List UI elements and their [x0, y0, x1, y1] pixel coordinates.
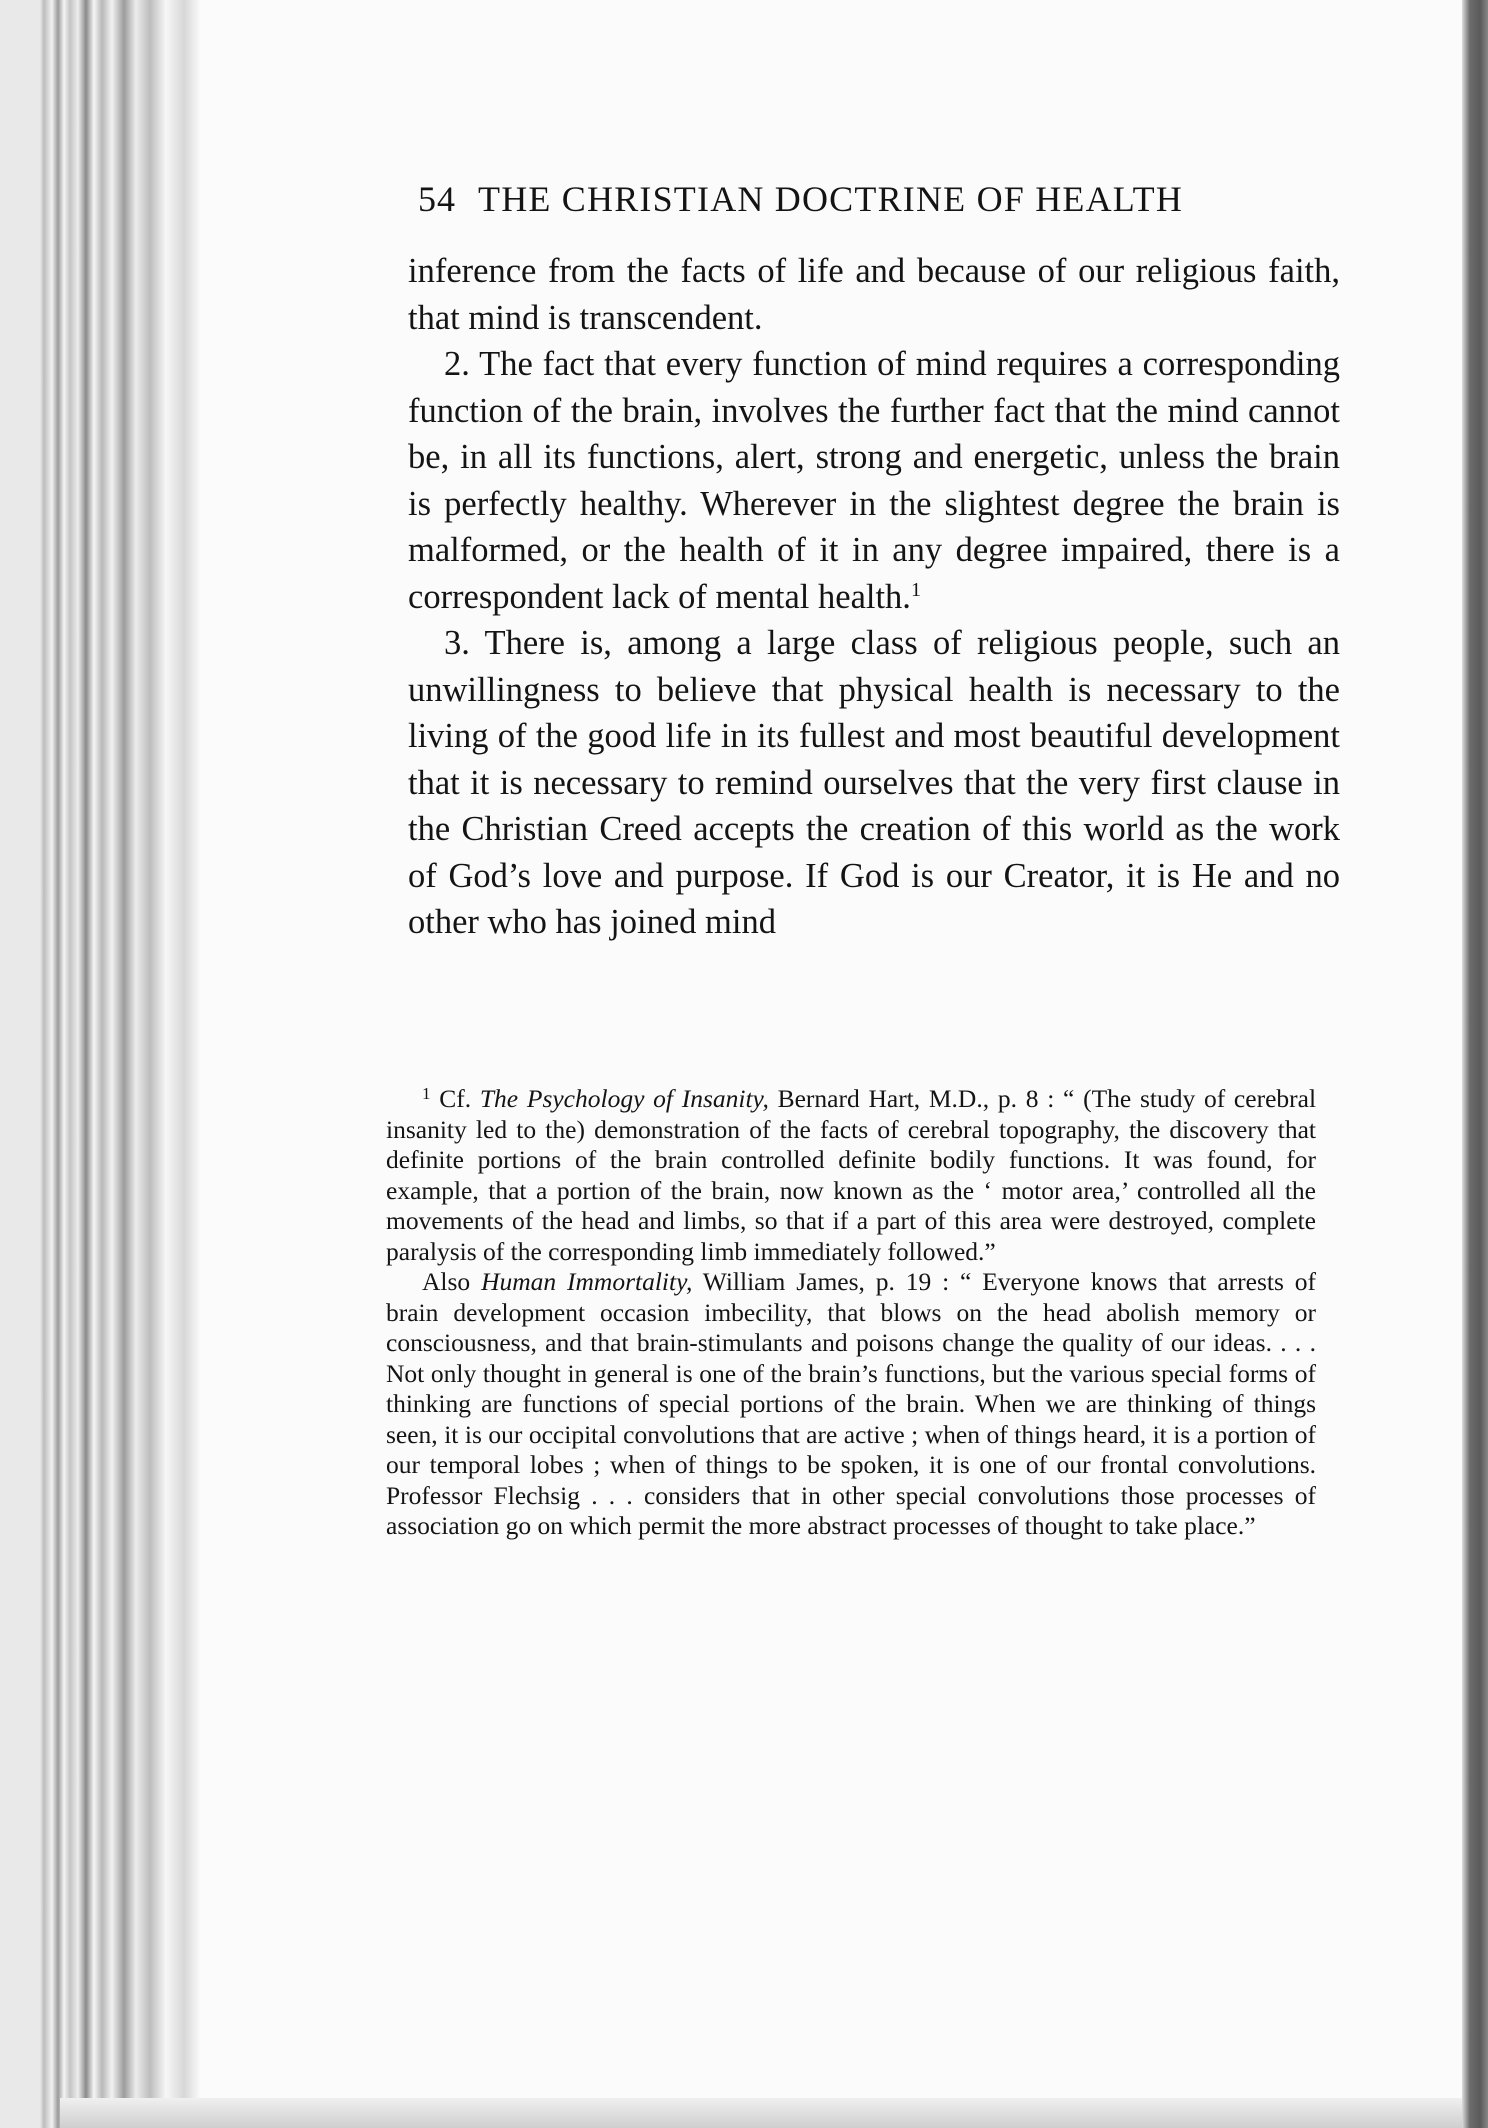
paragraph	[408, 341, 1340, 620]
footnote	[386, 1084, 1316, 1267]
book-page-edges	[0, 0, 210, 2128]
cited-title: Human Immortality,	[481, 1267, 693, 1296]
paragraph-text: 2. The fact that every function of mind requires a corresponding function of the brain, involves the further fact that the mind cannot be, in all its functions, alert, strong and energetic, unless the brain is perfectly healthy. Wherever in the slightest degree the brain is malformed, or the health of it in any degree impaired, there is a correspondent lack of mental health.	[408, 345, 1340, 616]
page-bottom-edge	[60, 2098, 1462, 2128]
footnote	[386, 1267, 1316, 1542]
footnote-prefix: Also	[422, 1267, 471, 1296]
footnote-marker: 1	[422, 1084, 431, 1103]
paragraph: inference from the facts of life and because of our religious faith, that mind is transcendent.	[408, 252, 1340, 337]
footnote-text: William James, p. 19 : “ Everyone knows that arrests of brain development occasion imbecility, that blows on the head abolish memory or consciousness, and that brain-stimulants and poisons change the quality of our ideas. . . . Not only thought in general is one of the brain’s functions, but the various special forms of thinking are functions of special portions of the brain. When we are thinking of things seen, it is our occipital convolutions that are active ; when of things heard, it is a portion of our temporal lobes ; when of things to be spoken, it is one of our frontal convolutions. Professor Flechsig . . . considers that in other special convolutions those processes of association go on which permit the more abstract processes of thought to take place.”	[386, 1267, 1317, 1540]
footnote-text: Bernard Hart, M.D., p. 8 : “ (The study of cerebral insanity led to the) demonstration of the facts of cerebral topography, the discovery that definite portions of the brain controlled definite bodily functions. It was found, for example, that a portion of the brain, now known as the ‘ motor area,’ controlled all the movements of the head and limbs, so that if a part of this area were destroyed, complete paralysis of the corresponding limb immediately followed.”	[386, 1084, 1317, 1266]
page-number: 54	[418, 179, 456, 219]
footnote-prefix: Cf.	[439, 1084, 472, 1113]
cited-title: The Psychology of Insanity,	[479, 1084, 769, 1113]
page-right-edge-shadow	[1462, 0, 1488, 2128]
running-header	[418, 178, 1298, 220]
footnotes	[386, 1084, 1316, 1542]
paragraph: 3. There is, among a large class of religious people, such an unwillingness to believe that physical health is necessary to the living of the good life in its fullest and most beautiful development that it is necessary to remind ourselves that the very first clause in the Christian Creed accepts the creation of this world as the work of God’s love and purpose. If God is our Creator, it is He and no other who has joined mind	[408, 624, 1340, 941]
main-text	[408, 248, 1340, 946]
footnote-reference[interactable]: 1	[910, 578, 921, 601]
running-head-title: THE CHRISTIAN DOCTRINE OF HEALTH	[478, 179, 1184, 219]
